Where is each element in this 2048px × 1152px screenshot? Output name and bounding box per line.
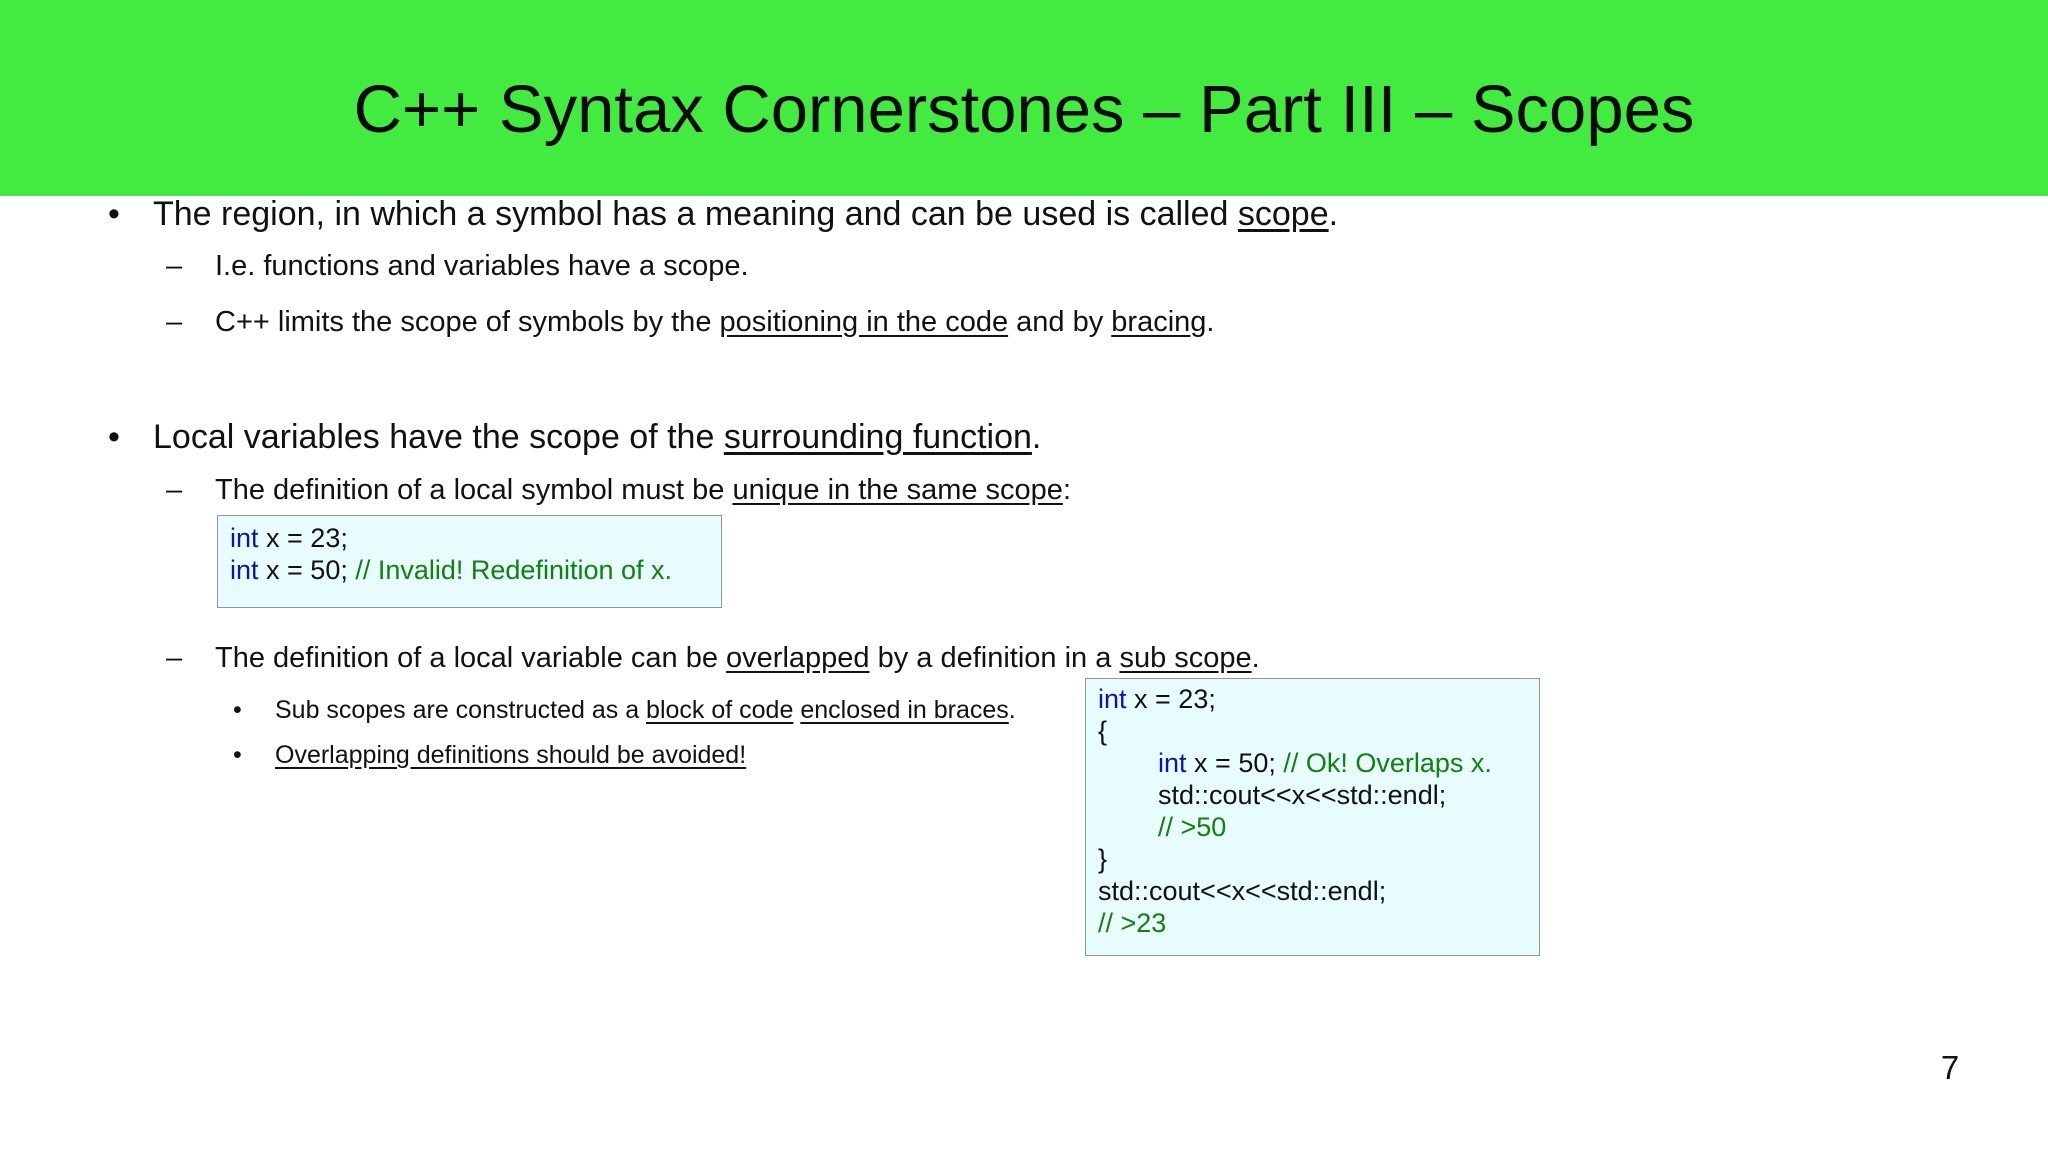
sub-bullet-scope-limits	[215, 304, 1214, 340]
bullet-local-variables	[153, 417, 1041, 457]
underlined-term-positioning: positioning in the code	[719, 306, 1009, 338]
underlined-term-sub-scope: sub scope	[1119, 642, 1252, 674]
bullet-marker: •	[108, 195, 120, 233]
code-text: std::cout<<x<<std::endl;	[1098, 876, 1387, 906]
code-line	[1098, 683, 1539, 715]
sub-sub-bullet-avoid-overlap	[275, 740, 746, 770]
code-keyword: int	[230, 555, 259, 585]
bullet-text-end: .	[1031, 418, 1042, 456]
code-text: {	[1098, 716, 1108, 746]
sub-bullet-overlapped-definition	[215, 640, 1260, 676]
underlined-term-block-of-code: block of code	[646, 696, 794, 724]
code-line	[1098, 747, 1539, 779]
code-indent	[1098, 812, 1158, 842]
underlined-term-avoid-overlapping: Overlapping definitions should be avoided!	[275, 741, 747, 769]
code-box-redefinition	[217, 515, 722, 608]
sub-bullet-functions-variables: I.e. functions and variables have a scope.	[215, 250, 749, 282]
code-indent	[1098, 748, 1158, 778]
code-keyword: int	[1158, 748, 1187, 778]
sub-sub-bullet-braces	[275, 695, 1016, 725]
underlined-term-unique-scope: unique in the same scope	[732, 474, 1063, 506]
underlined-term-enclosed-in-braces: enclosed in braces	[800, 696, 1009, 724]
code-line	[1098, 779, 1539, 811]
bullet-marker: •	[108, 418, 120, 456]
sub-bullet-text: by a definition in a	[869, 642, 1120, 674]
code-comment: // >23	[1098, 908, 1167, 938]
sub-bullet-marker: –	[166, 474, 183, 506]
underlined-term-bracing: bracing	[1111, 306, 1207, 338]
code-line	[1098, 907, 1539, 939]
code-comment: // Invalid! Redefinition of x.	[355, 555, 673, 585]
sub-sub-bullet-text: Sub scopes are constructed as a	[275, 696, 647, 724]
sub-bullet-text-end: :	[1062, 474, 1071, 506]
slide-title: C++ Syntax Cornerstones – Part III – Scopes	[353, 72, 1695, 147]
code-line	[1098, 715, 1539, 747]
code-text: x = 23;	[1126, 684, 1216, 714]
underlined-term-overlapped: overlapped	[726, 642, 870, 674]
page-number: 7	[1940, 1049, 1960, 1086]
underlined-term-surrounding-function: surrounding function	[723, 418, 1032, 456]
code-comment: // >50	[1158, 812, 1227, 842]
code-text: x = 50;	[1186, 748, 1284, 778]
bullet-text: The region, in which a symbol has a meaning and can be used is called	[153, 195, 1238, 233]
bullet-scope-definition	[153, 194, 1338, 234]
code-keyword: int	[230, 523, 259, 553]
sub-sub-bullet-marker: •	[233, 696, 242, 724]
code-line	[1098, 875, 1539, 907]
code-text: }	[1098, 844, 1108, 874]
code-indent	[1098, 780, 1158, 810]
code-text: x = 50;	[258, 555, 356, 585]
bullet-text-end: .	[1328, 195, 1339, 233]
code-text: std::cout<<x<<std::endl;	[1158, 780, 1447, 810]
code-comment: // Ok! Overlaps x.	[1283, 748, 1492, 778]
sub-bullet-text-end: .	[1251, 642, 1260, 674]
code-line	[1098, 843, 1539, 875]
code-keyword: int	[1098, 684, 1127, 714]
sub-sub-bullet-marker: •	[233, 741, 242, 769]
sub-bullet-text: C++ limits the scope of symbols by the	[215, 306, 720, 338]
sub-bullet-unique-definition	[215, 472, 1071, 508]
sub-bullet-text: The definition of a local variable can be	[215, 642, 727, 674]
code-line	[1098, 811, 1539, 843]
sub-sub-bullet-text-end: .	[1008, 696, 1016, 724]
sub-bullet-text: and by	[1008, 306, 1112, 338]
sub-bullet-marker: –	[166, 250, 183, 282]
sub-bullet-marker: –	[166, 306, 183, 338]
sub-bullet-marker: –	[166, 642, 183, 674]
sub-bullet-text-end: .	[1206, 306, 1215, 338]
code-line	[230, 554, 721, 586]
code-text: x = 23;	[258, 523, 348, 553]
bullet-text: Local variables have the scope of the	[153, 418, 724, 456]
underlined-term-scope: scope	[1237, 195, 1329, 233]
code-line	[230, 522, 721, 554]
sub-bullet-text: The definition of a local symbol must be	[215, 474, 733, 506]
code-box-sub-scope	[1085, 678, 1540, 956]
